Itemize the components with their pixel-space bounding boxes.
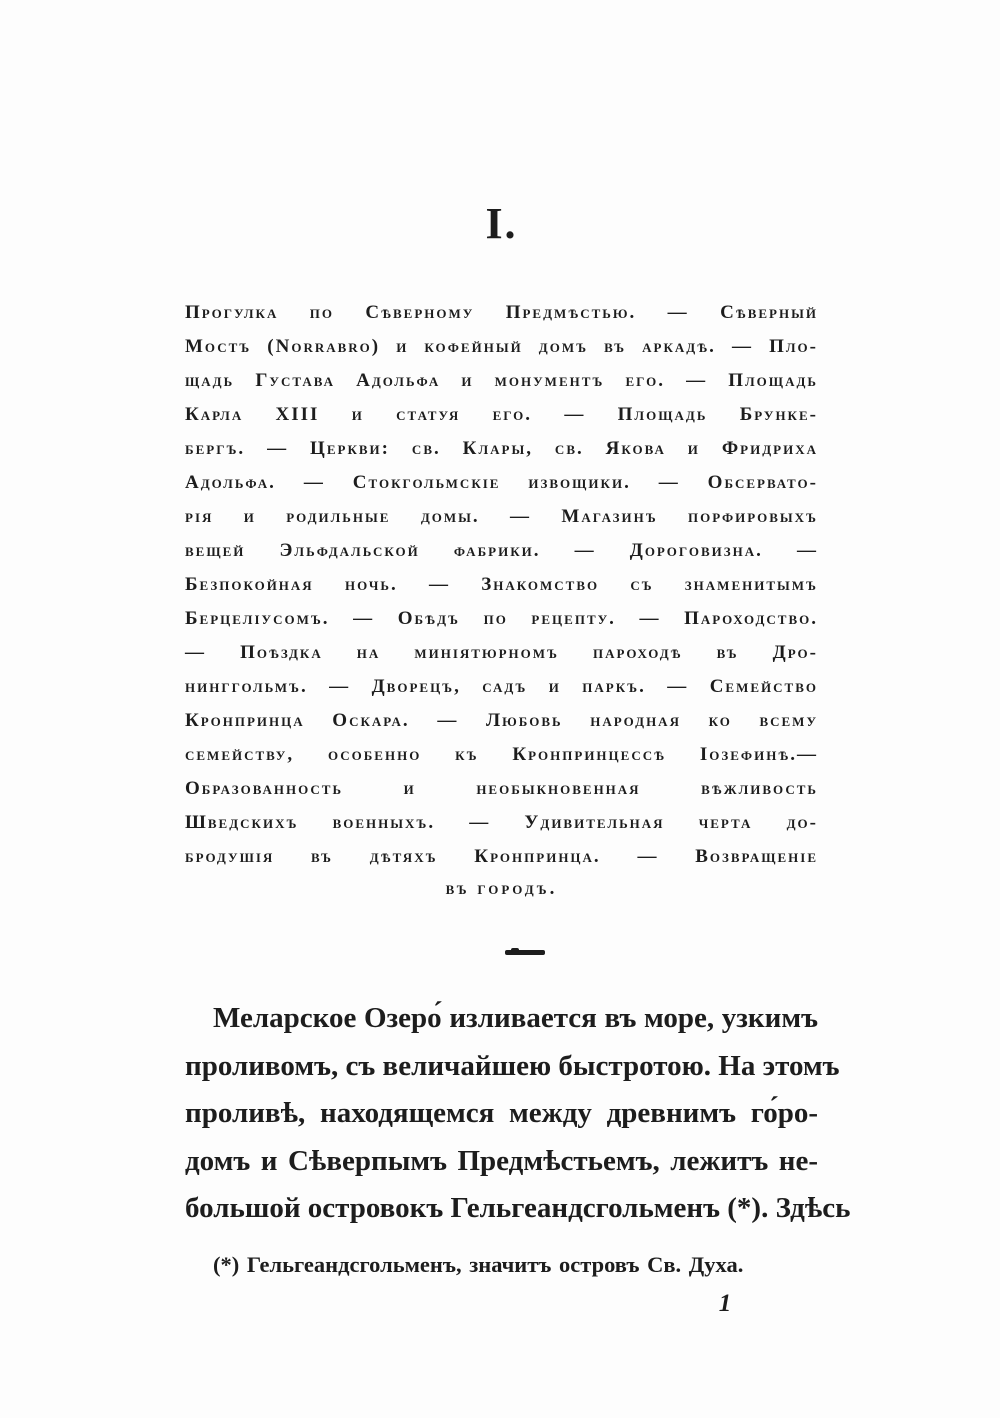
chapter-summary (185, 296, 818, 874)
summary-line: Безпокойная ночь. — Знакомство съ знаменитымъ (185, 574, 818, 595)
summary-line: бродушія въ дѣтяхъ Кронпринца. — Возвращеніе (185, 846, 818, 867)
summary-line: Шведскихъ военныхъ. — Удивительная черта до- (185, 812, 818, 833)
body-paragraph (185, 995, 851, 1233)
summary-line: нинггольмъ. — Дворецъ, садъ и паркъ. — Семейство (185, 676, 818, 697)
summary-line: Берцеліусомъ. — Обѣдъ по рецепту. — Пароходство. (185, 608, 818, 629)
body-line: Меларское Озеро́ изливается въ море, узкимъ (213, 1002, 818, 1034)
body-line: домъ и Сѣверпымъ Предмѣстьемъ, лежитъ не- (185, 1144, 818, 1177)
body-line: проливомъ, съ величайшею быстротою. На этомъ (185, 1049, 840, 1082)
summary-line: — Поѣздка на миніятюрномъ пароходѣ въ Дро- (185, 642, 818, 663)
page-number: 1 (718, 1290, 732, 1317)
summary-line: бергъ. — Церкви: св. Клары, св. Якова и Фридриха (185, 438, 818, 459)
summary-line: вещей Эльфдальской фабрики. — Дороговизна. — (185, 540, 818, 561)
summary-last-line: въ городъ. (445, 878, 558, 899)
body-line: большой островокъ Гельгеандсгольменъ (*). Здѣсь (185, 1192, 851, 1224)
summary-line: Прогулка по Сѣверному Предмѣстью. — Сѣверный (185, 302, 818, 323)
footnote: (*) Гельгеандсгольменъ, значитъ островъ Св. Духа. (213, 1252, 744, 1277)
body-line: проливѣ, находящемся между древнимъ го́ро- (185, 1097, 818, 1129)
chapter-number-heading: I. (485, 199, 518, 248)
summary-line: Образованность и необыкновенная вѣжливость (185, 778, 818, 799)
summary-line: Карла XIII и статуя его. — Площадь Брунке- (185, 404, 818, 425)
summary-line: Адольфа. — Стокгольмскіе извощики. — Обсервато- (185, 472, 818, 493)
summary-line: рія и родильные домы. — Магазинъ порфировыхъ (185, 506, 818, 527)
summary-line: щадь Густава Адольфа и монументъ его. — Площадь (185, 370, 818, 391)
summary-line: семейству, особенно къ Кронпринцессѣ Іозефинѣ.— (185, 744, 818, 765)
summary-line: Мостъ (Norrabro) и кофейный домъ въ аркадѣ. — Пло- (185, 336, 818, 357)
section-divider-rule (505, 950, 545, 955)
summary-line: Кронпринца Оскара. — Любовь народная ко всему (185, 710, 818, 731)
